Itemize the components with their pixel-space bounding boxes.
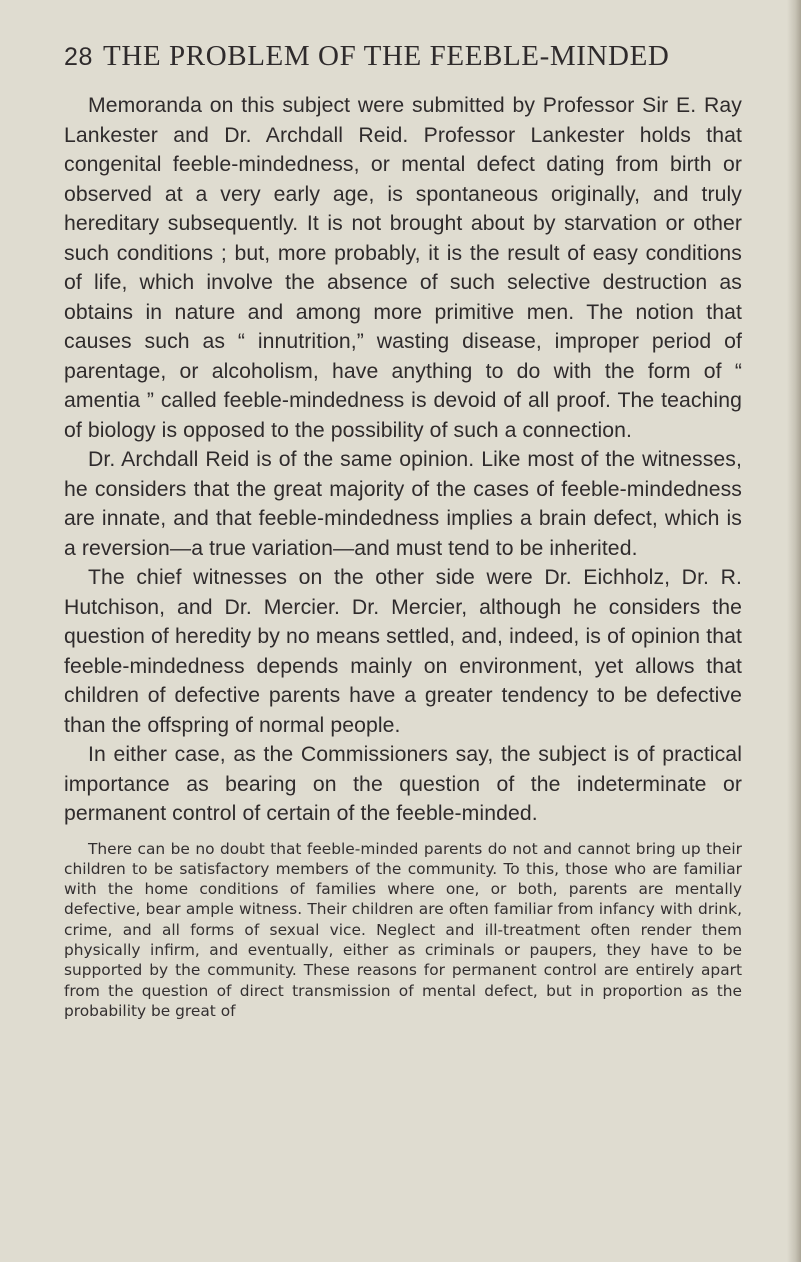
paragraph-reid: Dr. Archdall Reid is of the same opinion. Like most of the witnesses, he considers that the great majority of the cases of feeble-mindedness are innate, and that feeble-mindedness implies a brain defect, which is a reversion—a true variation—and must tend to be inherited. — [64, 448, 742, 560]
running-title: THE PROBLEM OF THE FEEBLE-MINDED — [103, 40, 670, 72]
page-number: 28 — [64, 43, 94, 71]
paragraph-lankester: Memoranda on this subject were submitted by Professor Sir E. Ray Lankester and Dr. Archdall Reid. Professor Lankester holds that congenital feeble-mindedness, or mental defect dating from birth or observed at a very early age, is spontaneous originally, and truly hereditary subsequently. It is not brought about by starvation or other such conditions ; but, more probably, it is the result of easy conditions of life, which involve the absence of such selective destruction as obtains in nature and among more primitive men. The notion that causes such as “ innutrition,” wasting disease, improper period of parentage, or alcoholism, have anything to do with the form of “ amentia ” called feeble-mindedness is devoid of all proof. The teaching of biology is opposed to the possibility of such a connection. — [64, 94, 742, 442]
paragraph-commissioners: In either case, as the Commissioners say, the subject is of practical importance as bearing on the question of the indeterminate or permanent control of certain of the feeble-minded. — [64, 743, 742, 825]
running-head — [64, 40, 742, 73]
book-page — [64, 40, 742, 1021]
page-edge-shadow — [787, 0, 801, 1262]
paragraph-other-witnesses: The chief witnesses on the other side were Dr. Eichholz, Dr. R. Hutchison, and Dr. Mercier. Dr. Mercier, although he considers the question of heredity by no means settled, and, indeed, is of opinion that feeble-mindedness depends mainly on environment, yet allows that children of defective parents have a greater tendency to be defective than the offspring of normal people. — [64, 566, 742, 737]
small-print-paragraph: There can be no doubt that feeble-minded parents do not and cannot bring up their children to be satisfactory members of the community. To this, those who are familiar with the home conditions of families where one, or both, parents are mentally defective, bear ample witness. Their children are often familiar from infancy with drink, crime, and all forms of sexual vice. Neglect and ill-treatment often render them physically infirm, and eventually, either as criminals or paupers, they have to be supported by the community. These reasons for permanent control are entirely apart from the question of direct transmission of mental defect, but in proportion as the probability be great of — [64, 839, 742, 1020]
